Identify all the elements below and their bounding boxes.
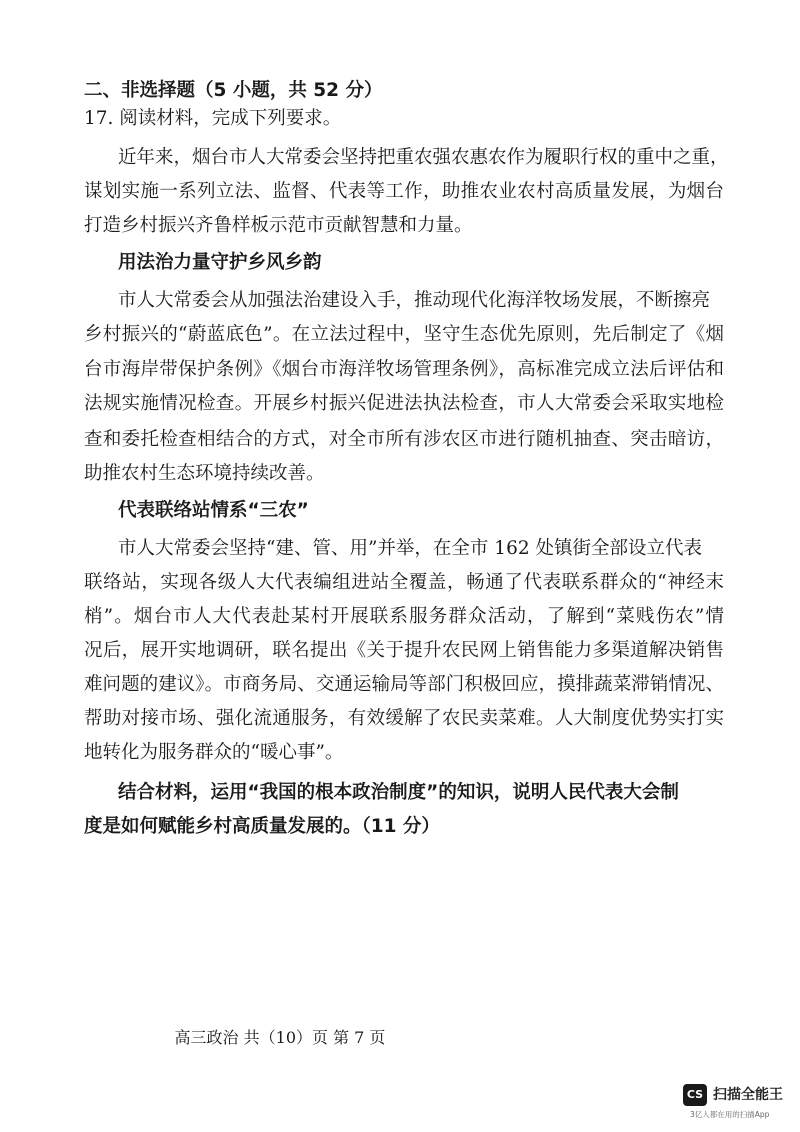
- paragraph-2-line-2: 联络站，实现各级人大代表编组进站全覆盖，畅通了代表联系群众的“神经末: [84, 572, 724, 593]
- paragraph-1-line-1: 市人大常委会从加强法治建设入手，推动现代化海洋牧场发展，不断擦亮: [118, 290, 711, 311]
- task-line-1: 结合材料，运用“我国的根本政治制度”的知识，说明人民代表大会制: [118, 782, 679, 803]
- camscanner-logo-icon: CS: [683, 1084, 707, 1106]
- scanner-badge: [683, 1084, 793, 1124]
- paragraph-1-line-6: 助推农村生态环境持续改善。: [84, 463, 325, 484]
- scanner-app-name: 扫描全能王: [713, 1087, 783, 1103]
- section-heading: 二、非选择题（5 小题，共 52 分）: [84, 80, 383, 101]
- task-line-2: 度是如何赋能乡村高质量发展的。（11 分）: [84, 816, 440, 837]
- intro-line-3: 打造乡村振兴齐鲁样板示范市贡献智慧和力量。: [84, 215, 473, 236]
- scanner-slogan: 3亿人都在用的扫描App: [690, 1110, 770, 1119]
- page-footer: 高三政治 共（10）页 第 7 页: [174, 1028, 386, 1047]
- paragraph-1-line-5: 查和委托检查相结合的方式，对全市所有涉农区市进行随机抽查、突击暗访，: [84, 429, 724, 450]
- paragraph-1-line-4: 法规实施情况检查。开展乡村振兴促进法执法检查，市人大常委会采取实地检: [84, 393, 724, 414]
- subheading-rule-of-law: 用法治力量守护乡风乡韵: [118, 252, 322, 273]
- paragraph-2-line-6: 帮助对接市场、强化流通服务，有效缓解了农民卖菜难。人大制度优势实打实: [84, 708, 724, 729]
- paragraph-2-line-3: 梢”。烟台市人大代表赴某村开展联系服务群众活动，了解到“菜贱伤农”情: [84, 606, 724, 627]
- subheading-liaison-station: 代表联络站情系“三农”: [118, 500, 309, 521]
- paragraph-1-line-2: 乡村振兴的“蔚蓝底色”。在立法过程中，坚守生态优先原则，先后制定了《烟: [84, 324, 724, 345]
- intro-line-2: 谋划实施一系列立法、监督、代表等工作，助推农业农村高质量发展，为烟台: [84, 181, 724, 202]
- question-stem: 17. 阅读材料，完成下列要求。: [84, 108, 342, 129]
- intro-line-1: 近年来，烟台市人大常委会坚持把重农强农惠农作为履职行权的重中之重，: [118, 147, 729, 168]
- paragraph-2-line-5: 难问题的建议》。市商务局、交通运输局等部门积极回应，摸排蔬菜滞销情况、: [84, 674, 724, 695]
- paragraph-1-line-3: 台市海岸带保护条例》《烟台市海洋牧场管理条例》，高标准完成立法后评估和: [84, 359, 724, 380]
- paragraph-2-line-1: 市人大常委会坚持“建、管、用”并举，在全市 162 处镇街全部设立代表: [118, 538, 702, 559]
- paragraph-2-line-7: 地转化为服务群众的“暖心事”。: [84, 742, 344, 763]
- paragraph-2-line-4: 况后，展开实地调研，联名提出《关于提升农民网上销售能力多渠道解决销售: [84, 640, 724, 661]
